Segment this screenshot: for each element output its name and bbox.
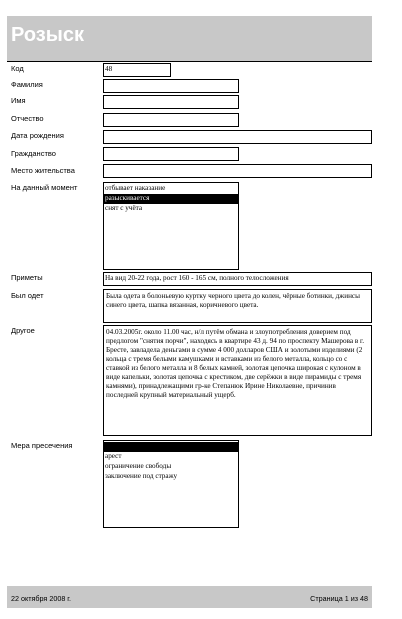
byl-odet-field[interactable] — [103, 289, 372, 323]
moment-option[interactable]: отбывает наказание — [105, 184, 166, 192]
page-footer — [7, 586, 372, 608]
byl-odet-label: Был одет — [11, 291, 44, 300]
mera-option-selected[interactable] — [104, 442, 238, 452]
mera-listbox[interactable] — [103, 440, 239, 528]
primety-field[interactable] — [103, 272, 372, 286]
mera-option[interactable]: арест — [105, 452, 122, 460]
mera-option[interactable]: заключение под стражу — [105, 472, 178, 480]
drugoe-field[interactable] — [103, 325, 372, 436]
kod-label: Код — [11, 64, 24, 73]
mesto-zhitelstva-label: Место жительства — [11, 166, 75, 175]
mera-label: Мера пресечения — [11, 441, 73, 450]
primety-value: На вид 20-22 года, рост 160 - 165 см, полного телосложения — [105, 274, 289, 282]
kod-field[interactable] — [103, 63, 171, 77]
imya-label: Имя — [11, 96, 26, 105]
familiya-label: Фамилия — [11, 80, 43, 89]
imya-field[interactable] — [103, 95, 239, 109]
otchestvo-field[interactable] — [103, 113, 239, 127]
mera-option[interactable]: ограничение свободы — [105, 462, 172, 470]
data-rozhdeniya-label: Дата рождения — [11, 131, 64, 140]
primety-label: Приметы — [11, 273, 43, 282]
page-title: Розыск — [11, 24, 84, 46]
data-rozhdeniya-field[interactable] — [103, 130, 372, 144]
grazhdanstvo-field[interactable] — [103, 147, 239, 161]
moment-listbox[interactable] — [103, 182, 239, 270]
kod-value: 48 — [105, 65, 113, 73]
page-header — [7, 16, 372, 61]
mesto-zhitelstva-field[interactable] — [103, 164, 372, 178]
drugoe-label: Другое — [11, 326, 35, 335]
byl-odet-value: Была одета в болоньевую куртку черного цвета до колен, чёрные ботинки, джинсы синего цвета, шапка вязанная, коричневого цвета. — [106, 292, 360, 309]
moment-label: На данный момент — [11, 183, 78, 192]
footer-date: 22 октября 2008 г. — [11, 594, 72, 603]
footer-page-number: Страница 1 из 48 — [310, 594, 368, 603]
otchestvo-label: Отчество — [11, 114, 44, 123]
moment-option-selected[interactable]: разыскивается — [104, 194, 238, 204]
drugoe-value: 04.03.2005г. около 11.00 час, н/л путём обмана и злоупотребления доверием под предлогом "снятия порчи", находясь в квартире 43 д. 94 по проспекту Машерова в г. Бресте, завладела деньгами в сумме 4 000 долларов США и золотыми изделиями (2 кольца с тремя белыми камушками и вставками из белого металла, кольцо со с ставкой из белого металла и 8 белых камней, золотая цепочка широкая с кулоном в виде капельки, золотая цепочка с крестиком, две серёжки в виде пирамиды с тремя камнями), принадлежащими гр-ке Степанюк Ирине Николаевне, причинив последней крупный материальный ущерб. — [106, 328, 364, 399]
grazhdanstvo-label: Гражданство — [11, 149, 56, 158]
header-divider — [7, 61, 372, 62]
moment-option[interactable]: снят с учёта — [105, 204, 143, 212]
familiya-field[interactable] — [103, 79, 239, 93]
